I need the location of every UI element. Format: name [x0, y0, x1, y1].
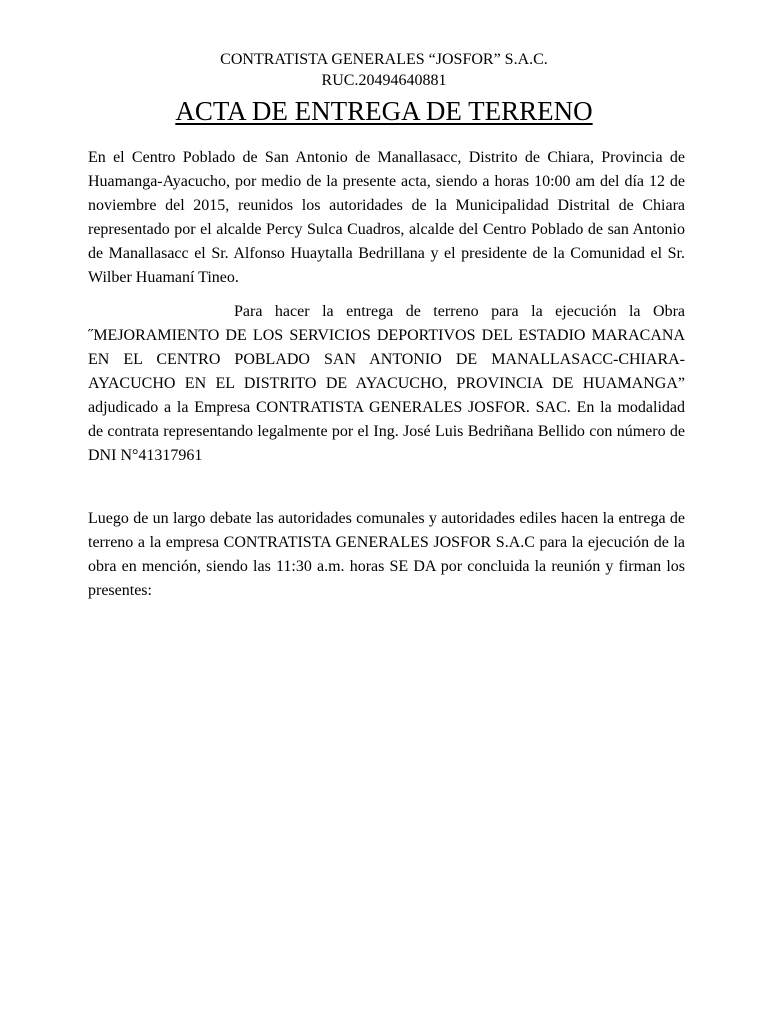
paragraph-meeting-details: En el Centro Poblado de San Antonio de Manallasacc, Distrito de Chiara, Provincia de Huamanga-Ayacucho, por medio de la presente acta, siendo a horas 10:00 am del día 12 de noviembre del 2015, reunidos los autoridades de la Municipalidad Distrital de Chiara representado por el alcalde Percy Sulca Cuadros, alcalde del Centro Poblado de san Antonio de Manallasacc el Sr. Alfonso Huaytalla Bedrillana y el presidente de la Comunidad el Sr. Wilber Huamaní Tineo. [88, 149, 685, 286]
document-title: ACTA DE ENTREGA DE TERRENO [175, 96, 593, 126]
ruc-number: RUC.20494640881 [321, 72, 447, 89]
paragraph-conclusion: Luego de un largo debate las autoridades comunales y autoridades ediles hacen la entrega de terreno a la empresa CONTRATISTA GENERALES JOSFOR S.A.C para la ejecución de la obra en mención, siendo las 11:30 a.m. horas SE DA por concluida la reunión y firman los presentes: [88, 510, 685, 599]
paragraph-project-handover: Para hacer la entrega de terreno para la ejecución la Obra ˝MEJORAMIENTO DE LOS SERVICIOS DEPORTIVOS DEL ESTADIO MARACANA EN EL CENTRO POBLADO SAN ANTONIO DE MANALLASACC-CHIARA-AYACUCHO EN EL DISTRITO DE AYACUCHO, PROVINCIA DE HUAMANGA” adjudicado a la Empresa CONTRATISTA GENERALES JOSFOR. SAC. En la modalidad de contrata representando legalmente por el Ing. José Luis Bedriñana Bellido con número de DNI N°41317961 [88, 303, 685, 464]
company-name: CONTRATISTA GENERALES “JOSFOR” S.A.C. [220, 51, 548, 68]
